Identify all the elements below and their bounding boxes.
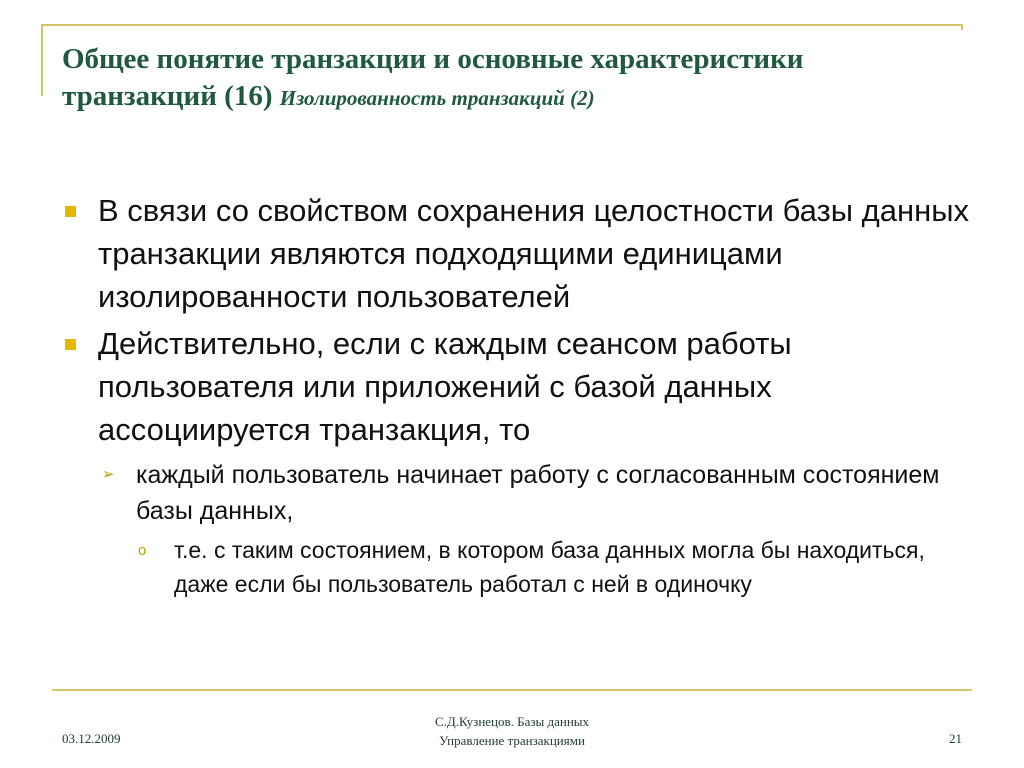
bullet-item	[62, 189, 972, 318]
title-frame-right	[961, 24, 963, 30]
circle-bullet-icon: o	[138, 542, 147, 559]
slide-title	[62, 41, 962, 117]
square-bullet-icon	[65, 206, 76, 217]
title-frame-left	[41, 24, 43, 96]
slide-title-sub: Изолированность транзакций (2)	[279, 86, 595, 110]
bullet-item	[62, 322, 972, 451]
footer-author: С.Д.Кузнецов. Базы данных	[434, 714, 590, 729]
slide-title-main: Общее понятие транзакции и основные характеристики транзакций (16)	[62, 43, 804, 112]
arrow-bullet-icon: ➢	[102, 466, 115, 483]
sub-bullet-item	[62, 457, 972, 529]
sub-sub-bullet-item	[62, 533, 972, 601]
sub-sub-bullet-text: т.е. с таким состоянием, в котором база данных могла бы находиться, даже если бы пользователь работал с ней в одиночку	[174, 537, 925, 597]
page-number: 21	[949, 731, 962, 746]
square-bullet-icon	[65, 339, 76, 350]
slide-body	[62, 189, 972, 601]
sub-bullet-text: каждый пользователь начинает работу с согласованным состоянием базы данных,	[136, 461, 940, 525]
bullet-text: Действительно, если с каждым сеансом работы пользователя или приложений с базой данных ассоциируется транзакция, то	[98, 326, 792, 447]
footer-divider	[52, 689, 972, 691]
title-frame-top	[41, 24, 963, 26]
footer-center	[362, 712, 662, 750]
footer-course: Управление транзакциями	[439, 733, 585, 748]
footer-date: 03.12.2009	[62, 731, 121, 746]
bullet-text: В связи со свойством сохранения целостности базы данных транзакции являются подходящими единицами изолированности пользователей	[98, 193, 969, 314]
